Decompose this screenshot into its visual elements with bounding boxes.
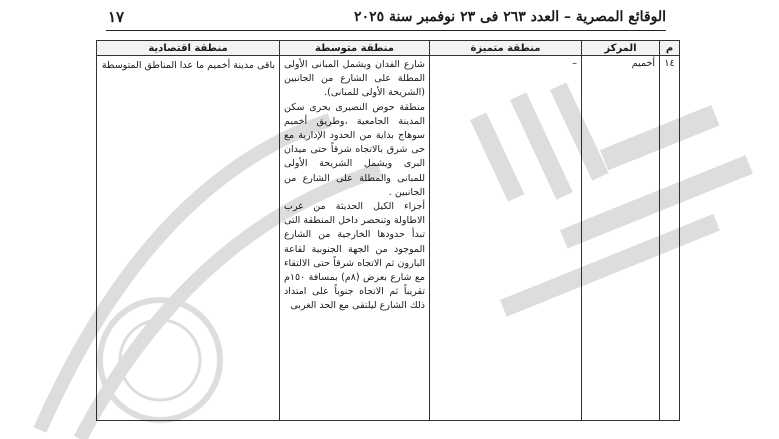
row-number: ١٤ — [660, 56, 680, 421]
col-header-middle-zone: منطقة متوسطة — [280, 41, 430, 56]
table-row — [97, 56, 680, 421]
page-number: ١٧ — [108, 8, 125, 26]
row-middle-zone — [280, 56, 430, 421]
middle-zone-paragraph: شارع الفدان ويشمل المبانى الأولى المطلة على الشارع من الجانبين (الشريحة الأولى للمبانى). — [284, 59, 425, 99]
row-economic-zone: باقى مدينة أخميم ما عدا المناطق المتوسطة — [97, 56, 280, 421]
zones-table — [96, 40, 680, 421]
col-header-number: م — [660, 41, 680, 56]
col-header-economic-zone: منطقة اقتصادية — [97, 41, 280, 56]
middle-zone-paragraph: منطقة حوض النصيرى بحرى سكن المدينة الجامعية ،وطريق أخميم سوهاج بداية من الحدود الإدارية مع حى شرق بالاتجاه شرقاً حتى ميدان البرى ويشمل الشريحة الأولى للمبانى والمطلة على الشارع من الجانبين . — [284, 101, 425, 198]
row-distinct-zone: – — [430, 56, 582, 421]
page-header — [106, 6, 666, 31]
row-center: أخميم — [582, 56, 660, 421]
table-header-row — [97, 41, 680, 56]
col-header-distinct-zone: منطقة متميزة — [430, 41, 582, 56]
gazette-title: الوقائع المصرية – العدد ٢٦٣ فى ٢٣ نوفمبر سنة ٢٠٢٥ — [354, 9, 666, 25]
col-header-center: المركز — [582, 41, 660, 56]
middle-zone-paragraph: أجزاء الكيل الحديثة من غرب الاطاولة وتنحصر داخل المنطقة التى تبدأ حدودها الخارجية من الشارع الموجود من الجهة الجنوبية لقاعة البارون ثم الاتجاه شرقاً حتى الالتقاء مع شارع بعرض (٨م) بمسافة ١٥٠م تقريباً ثم الاتجاه جنوباً على امتداد ذلك الشارع ليلتقى مع الحد الغربى — [284, 201, 425, 312]
